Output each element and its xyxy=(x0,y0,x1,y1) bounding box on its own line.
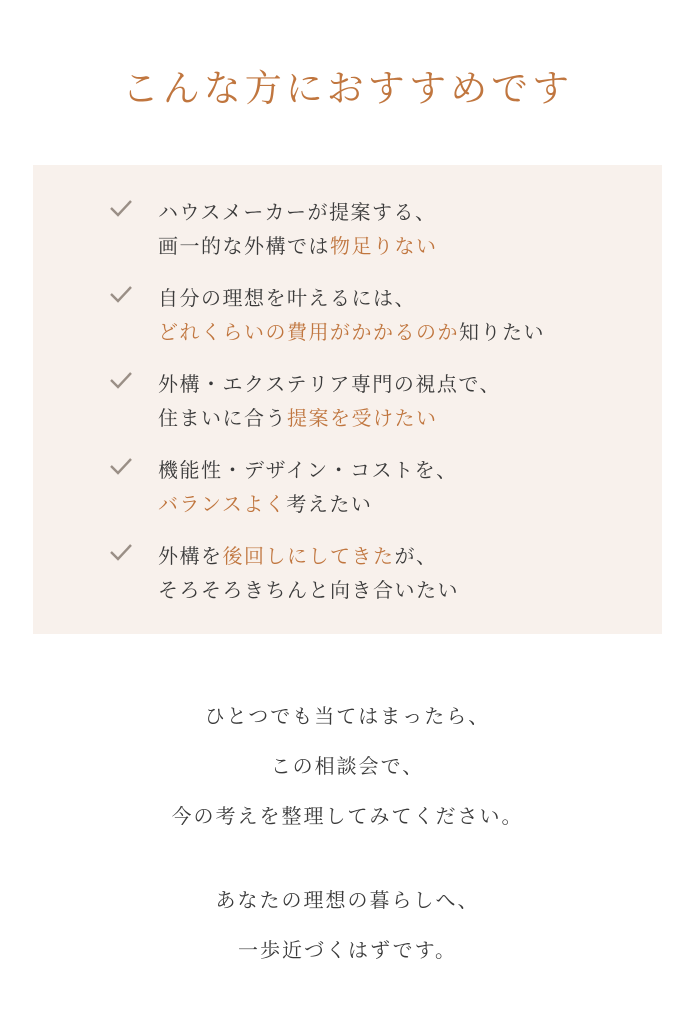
checklist-line-1 xyxy=(158,453,458,487)
checklist-highlight: 提案を受けたい xyxy=(287,406,438,430)
checklist-highlight: バランスよく xyxy=(158,492,287,516)
checklist-highlight: 物足りない xyxy=(330,234,438,258)
checklist-text: 自分の理想を叶えるには、 xyxy=(158,286,416,310)
checkmark-icon xyxy=(108,543,134,563)
checkmark-icon xyxy=(108,457,134,477)
recommendation-panel xyxy=(33,165,662,634)
checklist-text: 外構・エクステリア専門の視点で、 xyxy=(158,372,501,396)
checkmark-icon xyxy=(108,371,134,391)
checklist-highlight: どれくらいの費用がかかるのか xyxy=(158,320,459,344)
checklist-text: 画一的な外構では xyxy=(158,234,330,258)
closing-message-line: この相談会で、 xyxy=(270,754,425,778)
checklist-line-2 xyxy=(158,315,545,349)
checklist-text: 住まいに合う xyxy=(158,406,287,430)
checklist-highlight: 後回しにしてきた xyxy=(222,544,395,568)
checklist-line-2 xyxy=(158,401,501,435)
closing-message-line: あなたの理想の暮らしへ、 xyxy=(215,888,480,912)
closing-message-line: ひとつでも当てはまったら、 xyxy=(204,704,491,728)
checklist-line-2 xyxy=(158,573,459,607)
checklist-line-1 xyxy=(158,281,545,315)
checklist-text: ハウスメーカーが提案する、 xyxy=(158,200,437,224)
checklist-text: が、 xyxy=(394,544,438,568)
checklist-text: 考えたい xyxy=(286,492,373,516)
section-title: こんな方におすすめです xyxy=(121,67,574,110)
checklist-line-1 xyxy=(158,195,438,229)
checklist-line-1 xyxy=(158,367,501,401)
closing-message-line: 一歩近づくはずです。 xyxy=(238,938,457,962)
checklist-text: そろそろきちんと向き合いたい xyxy=(158,578,459,602)
checkmark-icon xyxy=(108,285,134,305)
checklist-text: 機能性・デザイン・コストを、 xyxy=(158,458,458,482)
checklist-line-1 xyxy=(158,539,459,573)
checklist-line-2 xyxy=(158,229,438,263)
checklist-text: 外構を xyxy=(158,544,223,568)
checklist-text: 知りたい xyxy=(459,320,545,344)
checklist-line-2 xyxy=(158,487,458,521)
checkmark-icon xyxy=(108,199,134,219)
closing-message-line: 今の考えを整理してみてください。 xyxy=(171,804,524,828)
